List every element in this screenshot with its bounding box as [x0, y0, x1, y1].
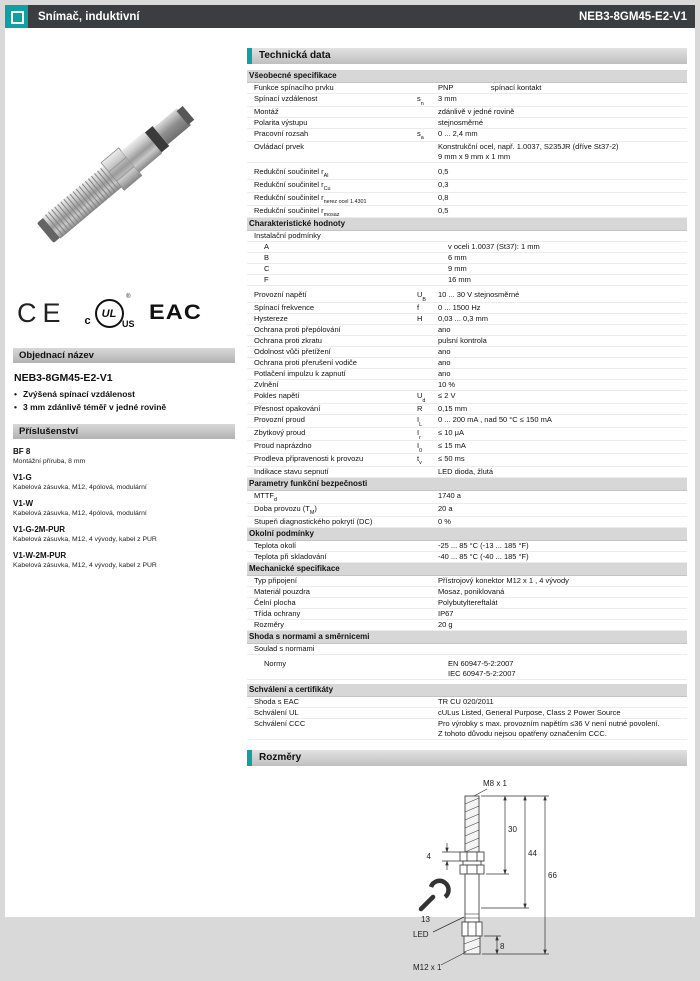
tech-section-header [247, 70, 687, 83]
tech-section-title: Charakteristické hodnoty [249, 219, 346, 229]
accessory-item [13, 473, 235, 492]
dim-label-4: 4 [426, 851, 431, 861]
tech-section-header [247, 478, 687, 491]
tech-row-label: Redukční součinitel $r_{Cu}$ [254, 179, 331, 193]
tech-row [247, 94, 687, 107]
eac-mark: EAC [148, 301, 202, 324]
tech-row [247, 303, 687, 314]
tech-section-title: Schválení a certifikáty [249, 684, 334, 694]
tech-row [247, 314, 687, 325]
tech-row-value: -25 ... 85 °C (-13 ... 185 °F) [438, 540, 529, 550]
accessory-code: V1-W-2M-PUR [13, 551, 67, 560]
tech-row-value: cULus Listed, General Purpose, Class 2 Power Source [438, 707, 621, 717]
tech-row-label: Spínací frekvence [254, 303, 315, 313]
content-area [5, 28, 695, 981]
header-product-code: NEB3-8GM45-E2-V1 [578, 10, 687, 23]
wrench-icon [421, 881, 449, 909]
tech-row-value: 0,03 ... 0,3 mm [438, 314, 489, 324]
tech-row-value: ≤ 15 mA [438, 441, 466, 451]
tech-row-value: -40 ... 85 °C (-40 ... 185 °F) [438, 551, 529, 561]
tech-row [247, 325, 687, 336]
tech-row-label: C [264, 264, 270, 274]
tech-row-value: 20 g [438, 619, 453, 629]
tech-row-value: 0 ... 200 mA , nad 50 °C ≤ 150 mA [438, 415, 552, 425]
tech-row-value: EN 60947-5-2:2007 IEC 60947-5-2:2007 [448, 658, 516, 678]
tech-row-value: 0,5 [438, 205, 449, 215]
tech-row [247, 242, 687, 253]
tech-row-value: 1740 a [438, 490, 461, 500]
tech-row-label: A [264, 242, 270, 252]
tech-row-label: Ochrana proti přepólování [254, 325, 341, 335]
accessory-code: BF 8 [13, 447, 31, 456]
certification-marks [17, 292, 235, 334]
ul-mark-registered: ® [126, 294, 131, 300]
tech-row-value: 0,3 [438, 179, 449, 189]
tech-row [247, 620, 687, 631]
tech-row [247, 517, 687, 528]
accessory-item [13, 551, 235, 570]
datasheet-page [5, 5, 695, 972]
tech-row-value: ano [438, 358, 451, 368]
tech-row [247, 598, 687, 609]
tech-row [247, 118, 687, 129]
tech-row-label: Teplota při skladování [254, 551, 327, 561]
accessory-desc: Kabelová zásuvka, M12, 4 vývody, kabel z PUR [13, 536, 157, 543]
accessories-list [13, 447, 235, 570]
tech-section-title: Všeobecné specifikace [249, 71, 337, 80]
tech-section-header [247, 563, 687, 576]
accessory-item [13, 447, 235, 466]
tech-row [247, 576, 687, 587]
tech-row-value: TR CU 020/2011 [438, 696, 494, 706]
tech-row [247, 275, 687, 286]
tech-row-label: Redukční součinitel $r_{nerez ocel 1.4301}$ [254, 192, 367, 206]
tech-row [247, 167, 687, 180]
tech-row-label: Teplota okolí [254, 540, 297, 550]
ordering-code: NEB3-8GM45-E2-V1 [14, 372, 113, 384]
tech-row-value: 0,8 [438, 192, 449, 202]
tech-row [247, 644, 687, 655]
tech-row-label: Instalační podmínky [254, 231, 321, 241]
tech-row-value: v oceli 1.0037 (St37): 1 mm [448, 242, 540, 252]
tech-row-label: Ochrana proti zkratu [254, 336, 322, 346]
tech-row [247, 587, 687, 598]
tech-row [247, 609, 687, 620]
dimensions-heading: Rozměry [247, 750, 687, 766]
tech-row-label: Shoda s EAC [254, 696, 300, 706]
tech-row-symbol: $s_a$ [417, 128, 424, 142]
tech-row [247, 391, 687, 404]
tech-row [247, 290, 687, 303]
tech-row-label: Provozní napětí [254, 290, 307, 300]
dim-label-m12: M12 x 1 [413, 962, 442, 972]
tech-section-title: Parametry funkční bezpečnosti [249, 478, 368, 488]
brand-logo-icon [5, 5, 28, 28]
tech-row [247, 107, 687, 118]
accessory-desc: Montážní příruba, 8 mm [13, 458, 86, 465]
tech-row [247, 491, 687, 504]
tech-row [247, 441, 687, 454]
ul-mark-c: c [84, 315, 91, 327]
tech-row [247, 264, 687, 275]
tech-row-symbol: $I_0$ [417, 441, 423, 454]
tech-section-title: Mechanické specifikace [249, 563, 340, 573]
tech-row-value: 0 ... 1500 Hz [438, 303, 481, 313]
tech-row-label: Přesnost opakování [254, 404, 321, 414]
tech-row [247, 708, 687, 719]
product-photo-svg [14, 57, 222, 287]
tech-row-label: Stupeň diagnostického pokrytí (DC) [254, 516, 373, 526]
tech-section-header [247, 218, 687, 231]
tech-row-label: Zvlnění [254, 380, 279, 390]
tech-row-label: Schválení UL [254, 707, 299, 717]
tech-row-value: IP67 [438, 608, 454, 618]
tech-row-label: Soulad s normami [254, 643, 315, 653]
ordering-heading: Objednací název [13, 348, 235, 363]
dimension-drawing-svg [387, 774, 617, 976]
tech-row [247, 358, 687, 369]
tech-row-label: Schválení CCC [254, 718, 306, 728]
tech-row-symbol: $U_B$ [417, 290, 427, 303]
tech-data-heading: Technická data [247, 48, 687, 64]
tech-row-label: Typ připojení [254, 575, 297, 585]
tech-row [247, 231, 687, 242]
dim-label-30: 30 [508, 824, 517, 834]
tech-row-label: Hystereze [254, 314, 288, 324]
tech-row [247, 719, 687, 740]
accessories-heading: Příslušenství [13, 424, 235, 439]
tech-row-symbol: $I_r$ [417, 428, 421, 441]
tech-row [247, 415, 687, 428]
tech-row-symbol: $I_L$ [417, 415, 423, 428]
tech-row-label: Rozměry [254, 619, 285, 629]
tech-row [247, 428, 687, 441]
tech-row [247, 380, 687, 391]
tech-row [247, 541, 687, 552]
tech-row-value: 10 ... 30 V stejnosměrné [438, 290, 520, 300]
tech-row-value: 9 mm [448, 264, 467, 274]
dim-label-44: 44 [528, 848, 537, 858]
tech-row-value: ≤ 10 μA [438, 428, 464, 438]
feature-item: • Zvýšená spínací vzdálenost [14, 388, 235, 401]
accessory-desc: Kabelová zásuvka, M12, 4pólová, modulární [13, 484, 147, 491]
tech-row-value: PNP spínací kontakt [438, 83, 542, 92]
tech-row-value: Pro výrobky s max. provozním napětím ≤36 V není nutné povolení. Z tohoto důvodu nejsou opatřeny označením CCC. [438, 718, 660, 738]
tech-row-label: Odolnost vůči přetížení [254, 347, 331, 357]
tech-row-value: stejnosměrné [438, 117, 484, 127]
tech-row-label: Zbytkový proud [254, 428, 306, 438]
right-column [247, 28, 687, 981]
tech-row [247, 697, 687, 708]
tech-row-value: 10 % [438, 380, 456, 390]
tech-row-value: zdánlivě v jedné rovině [438, 106, 515, 116]
tech-row-value: ano [438, 369, 451, 379]
tech-row-symbol: $U_d$ [417, 391, 426, 404]
tech-section-header [247, 631, 687, 644]
tech-row-value: ≤ 50 ms [438, 453, 465, 463]
tech-row [247, 206, 687, 219]
tech-row-value: 0,5 [438, 166, 449, 176]
tech-row [247, 336, 687, 347]
accessory-code: V1-G-2M-PUR [13, 525, 66, 534]
tech-row-label: Ovládací prvek [254, 141, 305, 151]
tech-row-value: 20 a [438, 503, 453, 513]
tech-row-label: Spínací vzdálenost [254, 94, 318, 103]
tech-row-label: B [264, 253, 270, 263]
tech-row-label: $MTTF_d$ [254, 490, 277, 504]
tech-row [247, 504, 687, 517]
ul-mark-circle: UL [95, 299, 124, 328]
accessory-item [13, 525, 235, 544]
tech-row [247, 193, 687, 206]
tech-row-value: Přístrojový konektor M12 x 1 , 4 vývody [438, 575, 569, 585]
tech-row-label: Redukční součinitel $r_{Al}$ [254, 166, 329, 180]
feature-list [14, 388, 235, 414]
tech-row [247, 659, 687, 680]
left-column [13, 28, 235, 981]
tech-row-value: Konstrukční ocel, např. 1.0037, S235JR (dříve St37-2) 9 mm x 9 mm x 1 mm [438, 141, 619, 161]
tech-row-value: Mosaz, poniklovaná [438, 586, 505, 596]
tech-row-value: pulsní kontrola [438, 336, 487, 346]
tech-row-label: Montáž [254, 106, 279, 116]
accessory-code: V1-W [13, 499, 33, 508]
tech-row-label: Redukční součinitel $r_{mosaz}$ [254, 205, 340, 219]
tech-row-symbol: R [417, 404, 423, 414]
tech-row-label: F [264, 275, 269, 285]
page-title: Snímač, induktivní [38, 10, 140, 23]
tech-row [247, 253, 687, 264]
product-photo [13, 56, 223, 288]
tech-row-label: Třída ochrany [254, 608, 301, 618]
tech-row-symbol: f [417, 303, 420, 313]
tech-row-label: Proud naprázdno [254, 441, 312, 451]
ul-mark-us: US [122, 319, 135, 329]
tech-row-value: ano [438, 325, 451, 335]
tech-row-symbol: $t_v$ [417, 453, 422, 467]
tech-row [247, 454, 687, 467]
tech-row-symbol: H [417, 314, 423, 324]
feature-item: • 3 mm zdánlivě téměř v jedné rovině [14, 401, 235, 414]
tech-row-value: LED dioda, žlutá [438, 466, 494, 476]
tech-row-label: Ochrana proti přerušení vodiče [254, 358, 357, 368]
tech-row-value: ano [438, 347, 451, 357]
tech-row-label: Pracovní rozsah [254, 128, 309, 138]
tech-row-label: Doba provozu $(T_M)$ [254, 503, 317, 517]
tech-row-value: 16 mm [448, 275, 471, 285]
tech-row-value: 0 % [438, 516, 451, 526]
tech-row-label: Prodleva připravenosti k provozu [254, 453, 364, 463]
tech-row-label: Funkce spínacího prvku [254, 83, 334, 92]
tech-row-label: Pokles napětí [254, 391, 300, 401]
tech-row [247, 347, 687, 358]
tech-section-header [247, 684, 687, 697]
tech-row-label: Normy [264, 658, 287, 668]
tech-row-value: Polybutyltereftalát [438, 597, 498, 607]
tech-row [247, 369, 687, 380]
tech-section-title: Shoda s normami a směrnicemi [249, 631, 370, 641]
tech-row-label: Materiál pouzdra [254, 586, 310, 596]
tech-row-label: Provozní proud [254, 415, 305, 425]
dim-label-8: 8 [500, 941, 505, 951]
accessory-code: V1-G [13, 473, 32, 482]
tech-row [247, 129, 687, 142]
tech-row-value: 6 mm [448, 253, 467, 263]
tech-row [247, 180, 687, 193]
accessory-item [13, 499, 235, 518]
accessory-desc: Kabelová zásuvka, M12, 4 vývody, kabel z PUR [13, 562, 157, 569]
tech-row-label: Potlačení impulzu k zapnutí [254, 369, 346, 379]
tech-row [247, 467, 687, 478]
tech-row-value: 0,15 mm [438, 404, 468, 414]
header-bar [5, 5, 695, 28]
dim-label-66: 66 [548, 870, 557, 880]
tech-row [247, 83, 687, 94]
dim-label-m8: M8 x 1 [483, 778, 508, 788]
ul-mark [84, 294, 135, 330]
tech-row [247, 142, 687, 163]
tech-row-label: Polarita výstupu [254, 117, 308, 127]
tech-row [247, 404, 687, 415]
tech-table [247, 70, 687, 740]
tech-row-value: 0 ... 2,4 mm [438, 128, 478, 138]
tech-row-label: Čelní plocha [254, 597, 296, 607]
tech-row [247, 552, 687, 563]
tech-section-title: Okolní podmínky [249, 528, 314, 538]
tech-row-symbol: $s_n$ [417, 94, 424, 107]
dim-label-13: 13 [421, 914, 430, 924]
accessory-desc: Kabelová zásuvka, M12, 4pólová, modulární [13, 510, 147, 517]
ce-mark: CE [17, 297, 67, 328]
tech-row-value: ≤ 2 V [438, 391, 456, 401]
led-label: LED [413, 929, 429, 939]
tech-section-header [247, 528, 687, 541]
dimension-drawing [387, 774, 687, 981]
tech-row-label: Indikace stavu sepnutí [254, 466, 329, 476]
tech-row-value: 3 mm [438, 94, 457, 103]
